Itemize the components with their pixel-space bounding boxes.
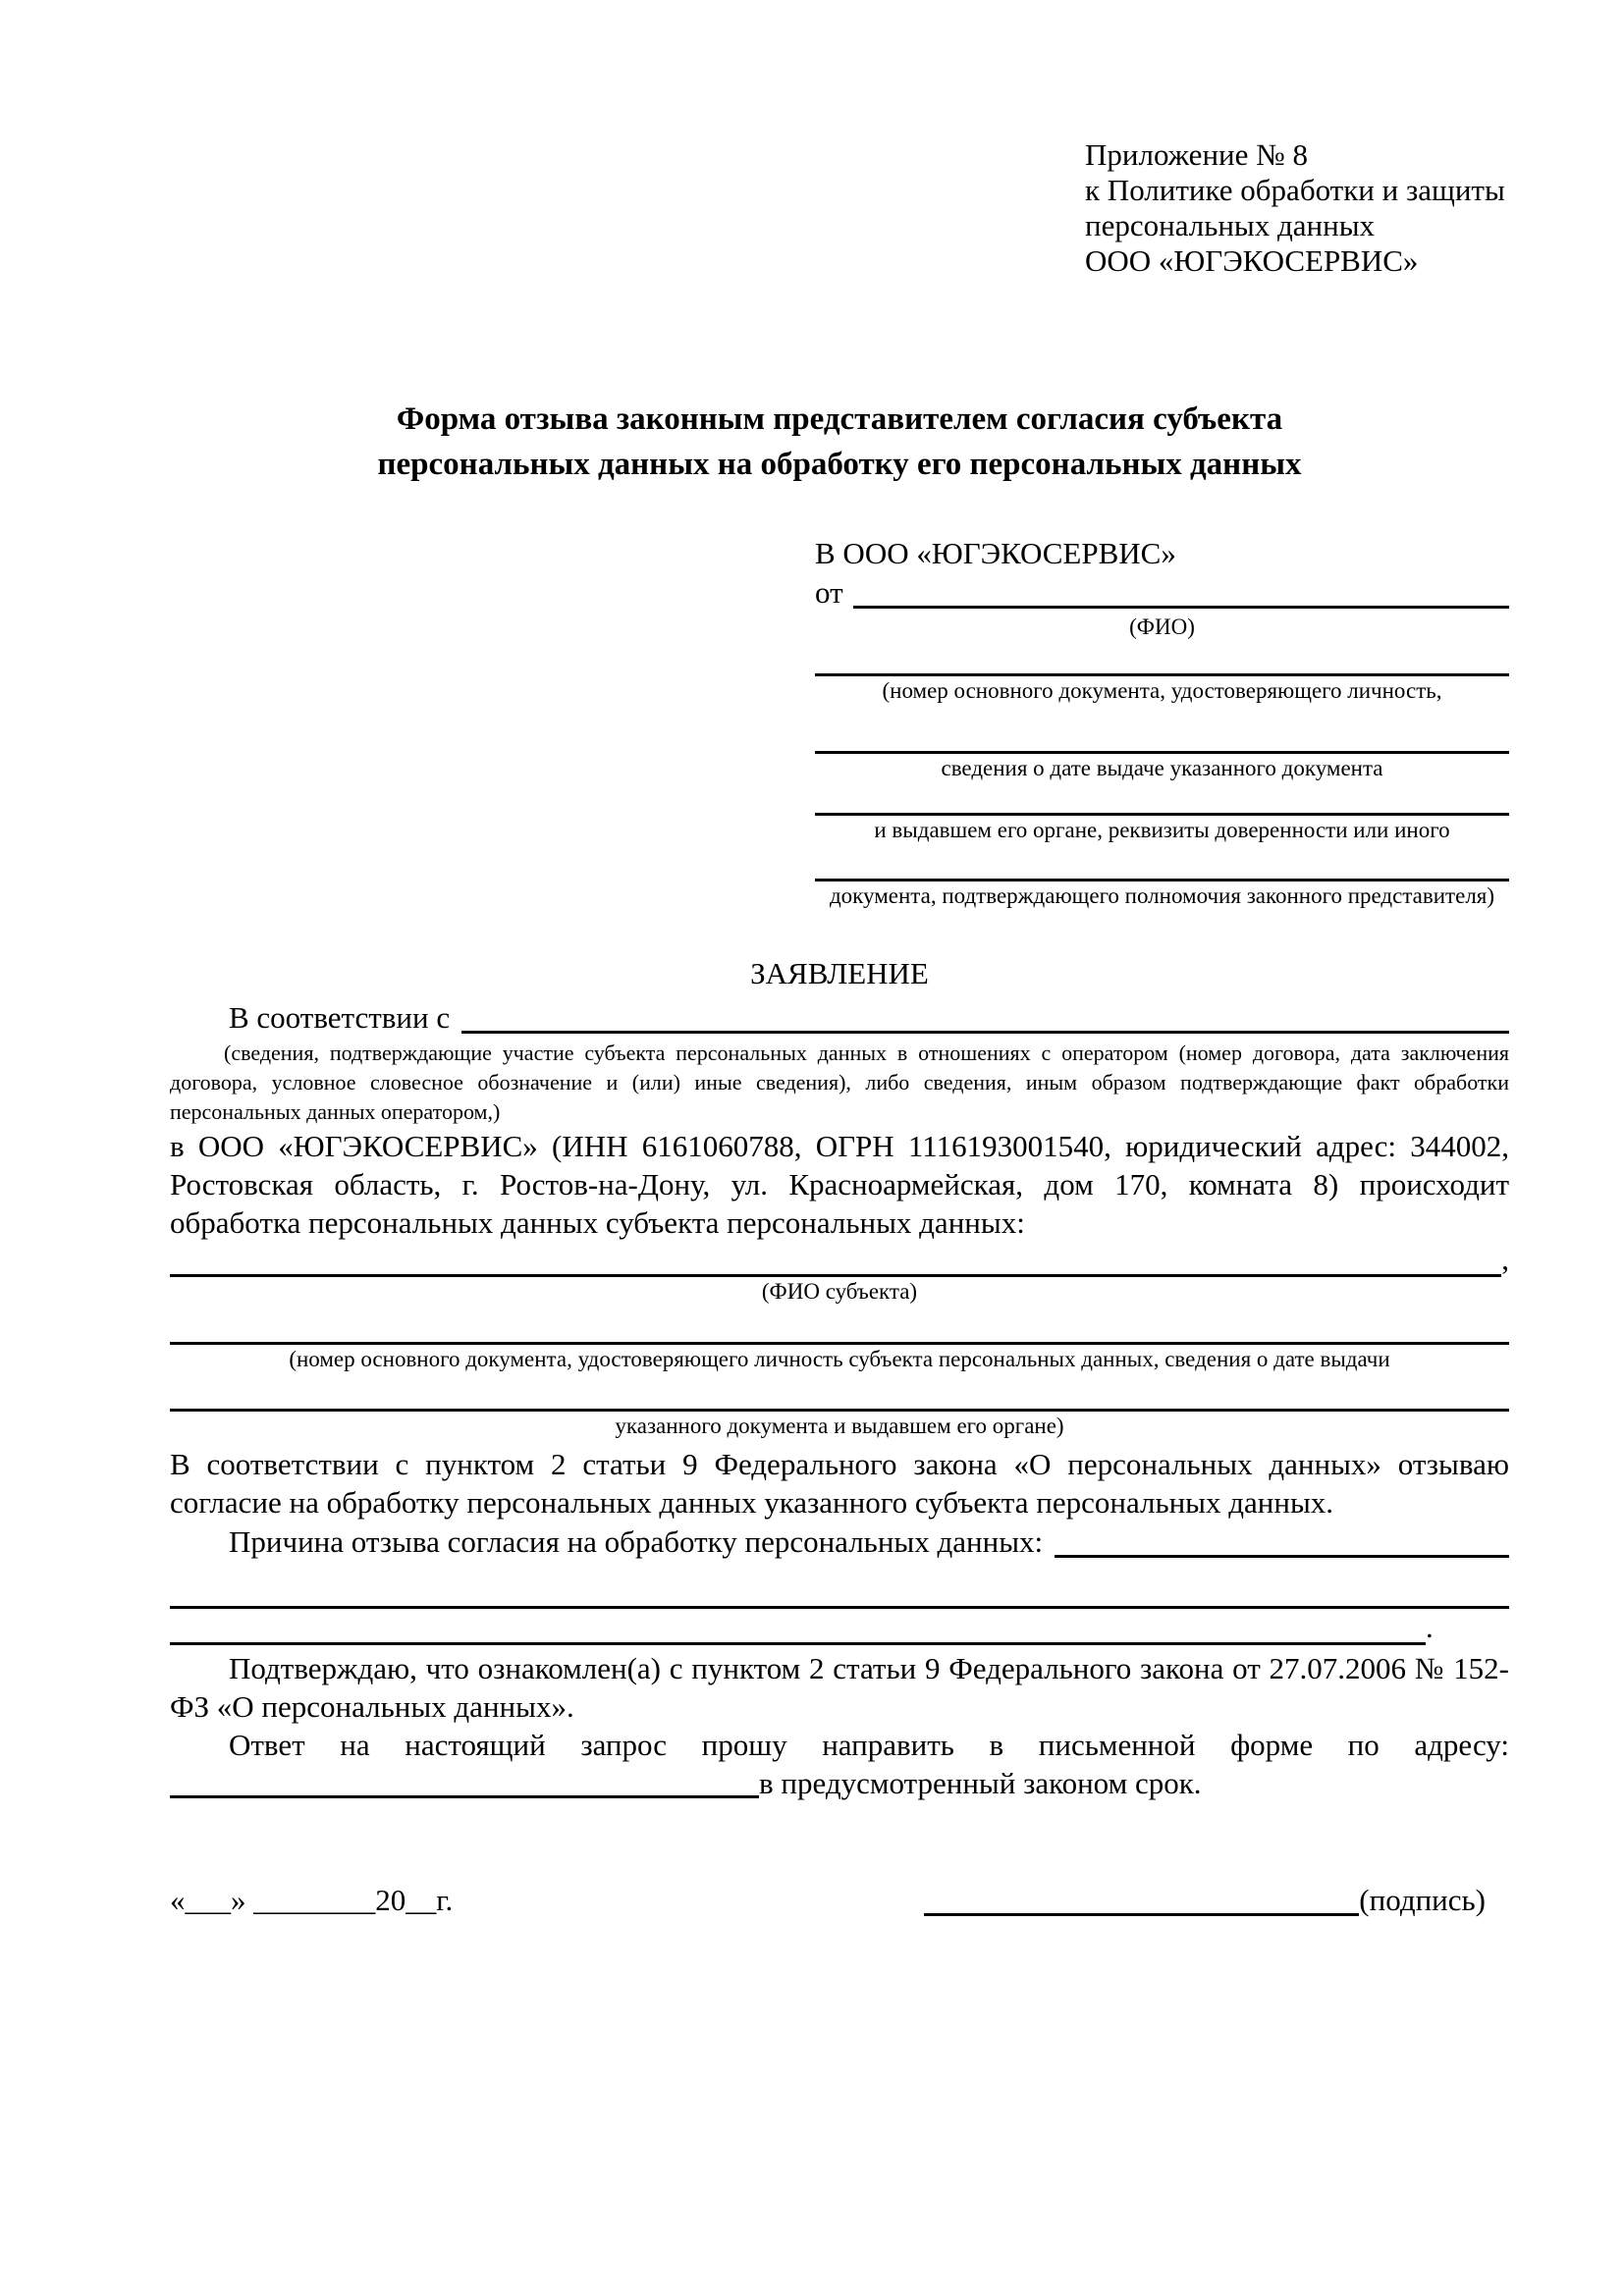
addressee-to: В ООО «ЮГЭКОСЕРВИС» <box>815 536 1176 570</box>
blank-field-subject-name <box>170 1258 1501 1277</box>
reason-line <box>170 1522 1509 1563</box>
document-title-line: персональных данных на обработку его персональных данных <box>377 447 1302 482</box>
caption-fio: (ФИО) <box>1129 614 1195 639</box>
addressee-block <box>815 534 1509 911</box>
appendix-line: Приложение № 8 <box>1085 137 1308 172</box>
subject-name-line <box>170 1242 1509 1277</box>
blank-field-subject-document-authority <box>170 1374 1509 1412</box>
blank-field-subject-document <box>170 1307 1509 1345</box>
footer-row <box>170 1880 1486 1921</box>
reply-address-line <box>170 1764 1509 1803</box>
blank-field-reason-line2 <box>170 1563 1509 1609</box>
appendix-line: к Политике обработки и защиты <box>1085 173 1505 207</box>
reply-address-paragraph: Ответ на настоящий запрос прошу направить в письменной форме по адресу: <box>229 1728 1509 1762</box>
intro-prefix: В соответствии с <box>229 1000 451 1035</box>
caption-subject-document: (номер основного документа, удостоверяющего личность субъекта персональных данных, сведения о дате выдачи <box>289 1347 1390 1371</box>
caption-authority-document: документа, подтверждающего полномочия законного представителя) <box>829 883 1495 908</box>
caption-subject-fio: (ФИО субъекта) <box>761 1279 918 1304</box>
blank-field-reason-start <box>1055 1525 1509 1558</box>
appendix-reference-block <box>1085 137 1509 279</box>
caption-subject-document-authority: указанного документа и выдавшем его органе) <box>615 1414 1064 1438</box>
withdrawal-paragraph: В соответствии с пунктом 2 статьи 9 Федерального закона «О персональных данных» отзываю согласие на обработку персональных данных указанного субъекта персональных данных. <box>170 1447 1509 1520</box>
blank-field-reason-line3 <box>170 1609 1509 1645</box>
confirmation-paragraph: Подтверждаю, что ознакомлен(а) с пунктом 2 статьи 9 Федерального закона от 27.07.2006 № 152-ФЗ «О персональных данных». <box>170 1651 1509 1724</box>
blank-field-authority-document <box>815 845 1509 881</box>
reason-label: Причина отзыва согласия на обработку персональных данных: <box>229 1524 1044 1559</box>
blank-field-issuing-authority <box>815 783 1509 816</box>
appendix-line: ООО «ЮГЭКОСЕРВИС» <box>1085 243 1419 278</box>
signature-group <box>924 1880 1486 1921</box>
document-title <box>170 397 1509 487</box>
statement-heading: ЗАЯВЛЕНИЕ <box>750 956 929 990</box>
caption-issue-date: сведения о дате выдаче указанного документа <box>941 756 1383 780</box>
blank-field-document-number <box>815 642 1509 676</box>
caption-document-number: (номер основного документа, удостоверяющего личность, <box>882 678 1442 703</box>
caption-issuing-authority: и выдавшем его органе, реквизиты доверенности или иного <box>874 818 1450 842</box>
addressee-from-line <box>815 573 1509 613</box>
basis-footnote: (сведения, подтверждающие участие субъекта персональных данных в отношениях с оператором (номер договора, дата заключения договора, условное словесное обозначение и (или) иные сведения), либо сведения, иным образом подтверждающие факт обработки персональных данных оператором,) <box>170 1041 1509 1124</box>
date-line: «___» ________20__г. <box>170 1883 454 1917</box>
blank-field-reply-address <box>170 1766 759 1798</box>
operator-paragraph: в ООО «ЮГЭКОСЕРВИС» (ИНН 6161060788, ОГРН 1116193001540, юридический адрес: 344002, Ростовская область, г. Ростов-на-Дону, ул. Красноармейская, дом 170, комната 8) происходит обработка персональных данных субъекта персональных данных: <box>170 1129 1509 1240</box>
blank-field-reason-line3-rule <box>170 1609 1426 1645</box>
document-title-line: Форма отзыва законным представителем согласия субъекта <box>396 401 1283 437</box>
from-label: от <box>815 575 843 610</box>
signature-caption: (подпись) <box>1359 1883 1486 1917</box>
blank-field-signature <box>924 1884 1359 1916</box>
blank-field-basis <box>461 1001 1509 1034</box>
blank-field-issue-date <box>815 706 1509 754</box>
blank-field-representative-name <box>853 576 1509 609</box>
reply-suffix: в предусмотренный законом срок. <box>759 1766 1202 1800</box>
reason-line3-period: . <box>1426 1610 1434 1644</box>
appendix-line: персональных данных <box>1085 208 1376 242</box>
statement-intro-line <box>170 997 1509 1039</box>
subject-line-comma: , <box>1501 1242 1509 1276</box>
